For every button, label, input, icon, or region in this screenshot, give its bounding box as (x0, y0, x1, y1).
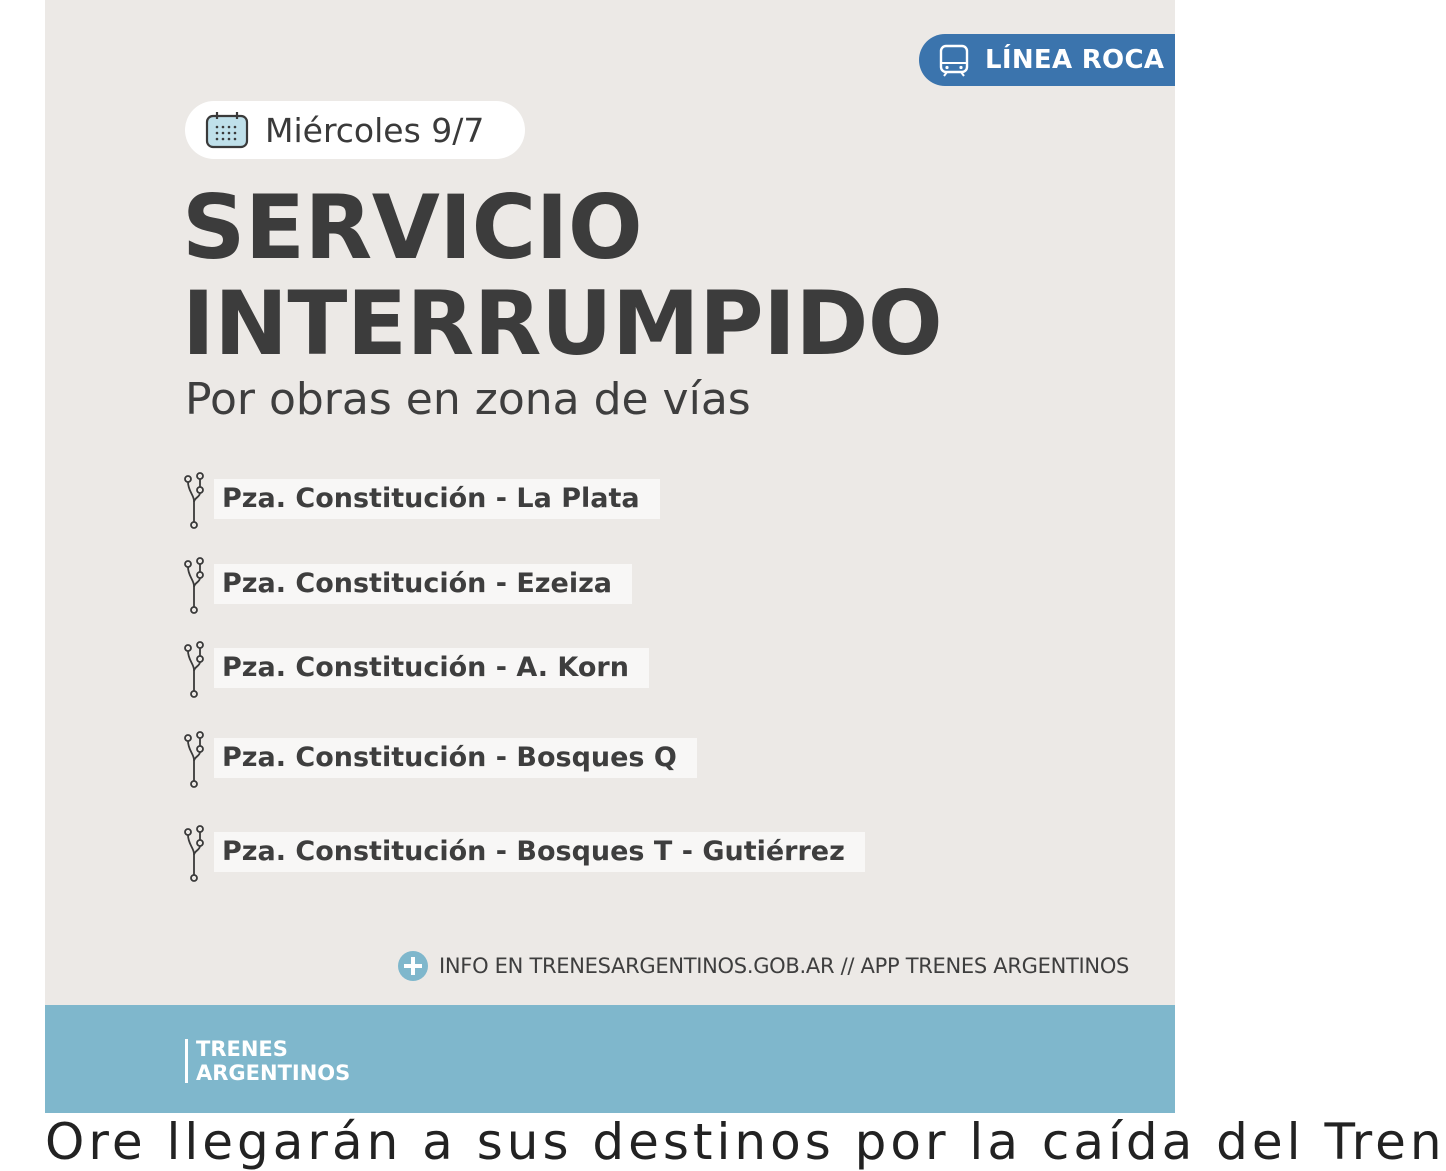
info-row (397, 950, 1129, 982)
plus-circle-icon (397, 950, 429, 982)
date-label: Miércoles 9/7 (265, 110, 485, 150)
route-list (180, 0, 1080, 1000)
route-label: Pza. Constitución - Ezeiza (214, 564, 632, 604)
info-text: INFO EN TRENESARGENTINOS.GOB.AR // APP TRENES ARGENTINOS (439, 954, 1130, 978)
route-item (180, 638, 649, 698)
footer-bar (45, 1005, 1175, 1113)
brand-line-1: TRENES (196, 1037, 288, 1061)
route-item (180, 469, 660, 529)
brand-line-2: ARGENTINOS (196, 1061, 351, 1085)
title-line-2: INTERRUMPIDO (182, 272, 943, 375)
caption-strip (45, 1113, 1446, 1171)
line-name: LÍNEA ROCA (985, 45, 1165, 75)
branch-route-icon (180, 469, 210, 529)
branch-route-icon (180, 638, 210, 698)
route-label: Pza. Constitución - Bosques T - Gutiérrez (214, 832, 865, 872)
branch-route-icon (180, 728, 210, 788)
branch-route-icon (180, 554, 210, 614)
caption-text: Ore llegarán a sus destinos por la caída del Tren (45, 1113, 1446, 1171)
route-item (180, 822, 865, 882)
brand-divider (185, 1039, 188, 1083)
route-label: Pza. Constitución - A. Korn (214, 648, 649, 688)
route-label: Pza. Constitución - La Plata (214, 479, 660, 519)
route-item (180, 728, 697, 788)
route-item (180, 554, 632, 614)
route-label: Pza. Constitución - Bosques Q (214, 738, 697, 778)
title-line-1: SERVICIO (182, 176, 643, 279)
brand-logo (196, 1037, 350, 1085)
subtitle: Por obras en zona de vías (185, 374, 751, 425)
announcement-card (45, 0, 1175, 1113)
branch-route-icon (180, 822, 210, 882)
